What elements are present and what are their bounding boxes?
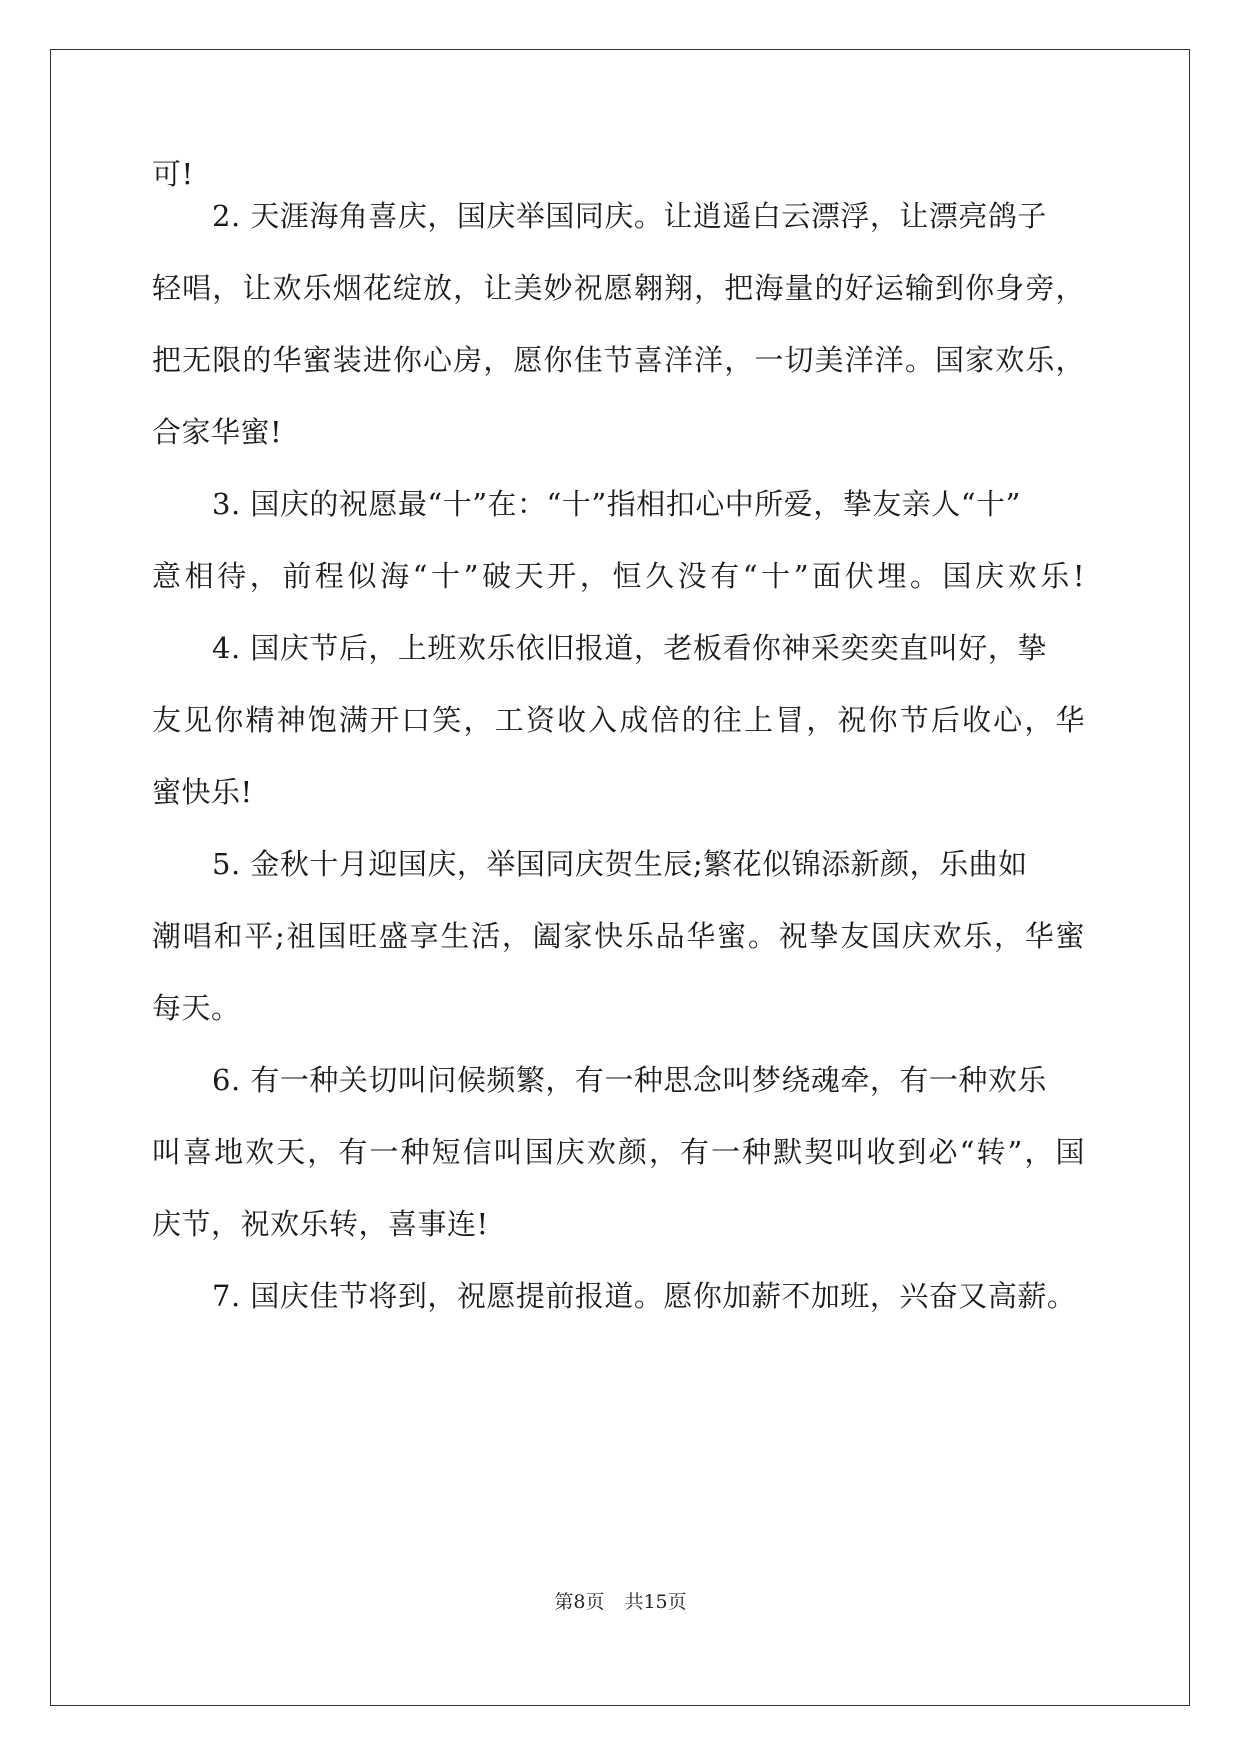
text-line: 每天。: [152, 991, 241, 1025]
page-total: 共15页: [624, 1591, 687, 1613]
text-line: 7. 国庆佳节将到，祝愿提前报道。愿你加薪不加班，兴奋又高薪。: [212, 1279, 1077, 1313]
text-line: 叫喜地欢天，有一种短信叫国庆欢颜，有一种默契叫收到必“转”，国: [152, 1135, 1085, 1169]
text-line: 合家华蜜!: [152, 415, 283, 449]
text-line: 友见你精神饱满开口笑，工资收入成倍的往上冒，祝你节后收心，华: [152, 703, 1085, 737]
text-line: 6. 有一种关切叫问候频繁，有一种思念叫梦绕魂牵，有一种欢乐: [212, 1063, 1047, 1097]
page-footer: [0, 1590, 1241, 1614]
text-line: 4. 国庆节后，上班欢乐依旧报道，老板看你神采奕奕直叫好，挚: [212, 631, 1047, 665]
page-number: 第8页: [554, 1591, 605, 1613]
text-line: 可!: [152, 157, 194, 191]
text-line: 庆节，祝欢乐转，喜事连!: [152, 1207, 489, 1241]
text-line: 意相待，前程似海“十”破天开，恒久没有“十”面伏埋。国庆欢乐!: [152, 559, 1085, 593]
text-line: 蜜快乐!: [152, 775, 253, 809]
text-line: 5. 金秋十月迎国庆，举国同庆贺生辰;繁花似锦添新颜，乐曲如: [212, 847, 1028, 881]
text-line: 2. 天涯海角喜庆，国庆举国同庆。让逍遥白云漂浮，让漂亮鸽子: [212, 199, 1047, 233]
text-line: 轻唱，让欢乐烟花绽放，让美妙祝愿翱翔，把海量的好运输到你身旁，: [152, 271, 1085, 305]
text-line: 把无限的华蜜装进你心房，愿你佳节喜洋洋，一切美洋洋。国家欢乐，: [152, 343, 1085, 377]
text-line: 3. 国庆的祝愿最“十”在：“十”指相扣心中所爱，挚友亲人“十”: [212, 487, 1021, 521]
text-line: 潮唱和平;祖国旺盛享生活，阖家快乐品华蜜。祝挚友国庆欢乐，华蜜: [152, 919, 1085, 953]
